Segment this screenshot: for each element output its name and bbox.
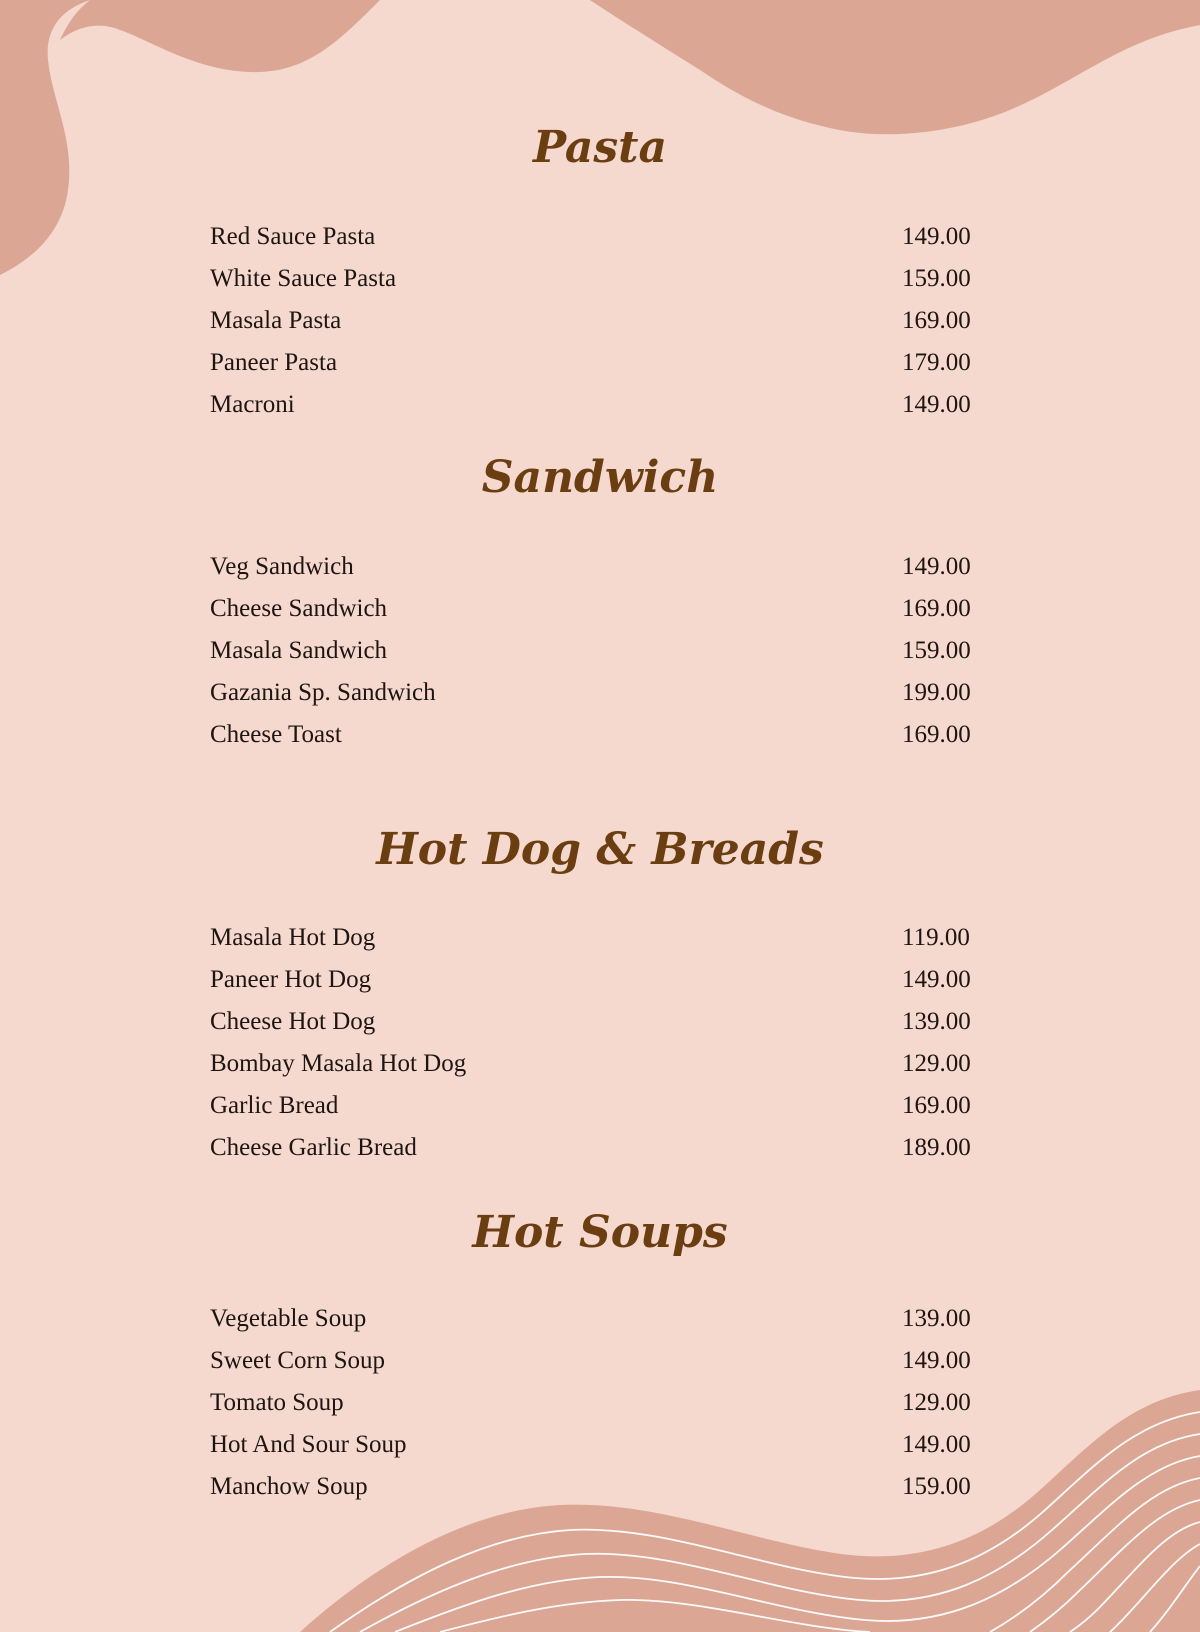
menu-item <box>210 546 980 588</box>
section-title-hot-soups: Hot Soups <box>472 1207 728 1258</box>
menu-item-price: 159.00 <box>902 637 971 664</box>
menu-item-price: 189.00 <box>902 1134 971 1161</box>
menu-item-name: Masala Hot Dog <box>210 924 376 951</box>
menu-item <box>210 384 980 426</box>
menu-item <box>210 216 980 258</box>
menu-item <box>210 1001 980 1043</box>
menu-item-name: Cheese Toast <box>210 721 342 748</box>
menu-item-price: 169.00 <box>902 307 971 334</box>
menu-item-name: Cheese Garlic Bread <box>210 1134 417 1161</box>
top-right-wave-shape <box>590 0 1200 134</box>
menu-item <box>210 342 980 384</box>
menu-item-name: Manchow Soup <box>210 1473 368 1500</box>
menu-item <box>210 959 980 1001</box>
section-title-pasta: Pasta <box>532 122 668 173</box>
section-title-sandwich: Sandwich <box>481 452 719 503</box>
menu-item <box>210 1127 980 1169</box>
menu-item <box>210 917 980 959</box>
menu-item-name: Garlic Bread <box>210 1092 339 1119</box>
section-title-hot-dog-breads: Hot Dog & Breads <box>376 824 824 875</box>
menu-item <box>210 1043 980 1085</box>
menu-item-price: 149.00 <box>902 223 971 250</box>
menu-item <box>210 630 980 672</box>
menu-item-name: Vegetable Soup <box>210 1305 367 1332</box>
menu-item-name: Masala Pasta <box>210 307 342 334</box>
menu-item-price: 149.00 <box>902 1431 971 1458</box>
menu-item-name: Paneer Hot Dog <box>210 966 372 993</box>
menu-item-price: 159.00 <box>902 1473 971 1500</box>
menu-item-price: 149.00 <box>902 553 971 580</box>
menu-item-name: Gazania Sp. Sandwich <box>210 679 436 706</box>
menu-item-price: 199.00 <box>902 679 971 706</box>
menu-item-name: Tomato Soup <box>210 1389 344 1416</box>
menu-item-price: 139.00 <box>902 1305 971 1332</box>
menu-item-name: Red Sauce Pasta <box>210 223 376 250</box>
top-left-connector-shape <box>60 0 380 72</box>
menu-item <box>210 672 980 714</box>
menu-item-price: 129.00 <box>902 1050 971 1077</box>
menu-item-name: Hot And Sour Soup <box>210 1431 407 1458</box>
menu-item-price: 149.00 <box>902 391 971 418</box>
menu-item-price: 169.00 <box>902 595 971 622</box>
menu-item-name: Cheese Hot Dog <box>210 1008 376 1035</box>
menu-item <box>210 1466 980 1508</box>
menu-item-price: 149.00 <box>902 1347 971 1374</box>
menu-item-price: 159.00 <box>902 265 971 292</box>
menu-item-price: 179.00 <box>902 349 971 376</box>
menu-item-name: Masala Sandwich <box>210 637 388 664</box>
menu-item-price: 129.00 <box>902 1389 971 1416</box>
menu-item-price: 139.00 <box>902 1008 971 1035</box>
menu-item <box>210 1382 980 1424</box>
menu-item <box>210 1298 980 1340</box>
menu-item <box>210 714 980 756</box>
menu-item <box>210 1340 980 1382</box>
menu-item-name: White Sauce Pasta <box>210 265 397 292</box>
menu-item <box>210 1424 980 1466</box>
menu-item-name: Veg Sandwich <box>210 553 354 580</box>
menu-item-name: Paneer Pasta <box>210 349 338 376</box>
menu-item-name: Sweet Corn Soup <box>210 1347 385 1374</box>
menu-item-price: 119.00 <box>902 924 970 951</box>
menu-item <box>210 300 980 342</box>
menu-item <box>210 588 980 630</box>
menu-item-name: Macroni <box>210 391 295 418</box>
menu-item <box>210 258 980 300</box>
menu-item-price: 149.00 <box>902 966 971 993</box>
menu-item-price: 169.00 <box>902 721 971 748</box>
menu-item-price: 169.00 <box>902 1092 971 1119</box>
menu-item <box>210 1085 980 1127</box>
menu-item-name: Cheese Sandwich <box>210 595 388 622</box>
menu-item-name: Bombay Masala Hot Dog <box>210 1050 467 1077</box>
